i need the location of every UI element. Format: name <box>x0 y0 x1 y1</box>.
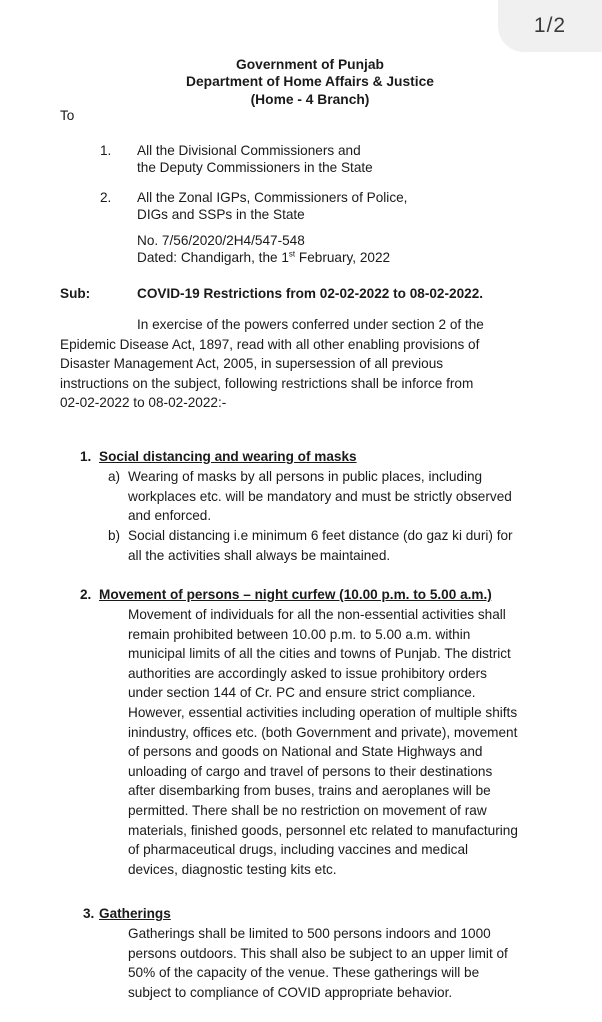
section-1-b-marker: b) <box>108 528 121 543</box>
intro-line: Disaster Management Act, 2005, in supersession of all previous <box>60 356 444 372</box>
recipient-1-line2: the Deputy Commissioners in the State <box>137 160 373 175</box>
text-line: inindustry, offices etc. (both Government and private), movement <box>128 724 518 740</box>
dated-prefix: Dated: Chandigarh, the 1 <box>137 250 289 265</box>
section-1-a-marker: a) <box>108 469 121 484</box>
text-line: and enforced. <box>128 508 212 524</box>
subject-text: COVID-19 Restrictions from 02-02-2022 to 08-02-2022. <box>137 286 484 301</box>
header-department: Department of Home Affairs & Justice <box>186 74 434 89</box>
section-1-b-text <box>128 526 562 565</box>
text-line: persons outdoors. This shall also be subject to an upper limit of <box>128 945 508 961</box>
header-govt: Government of Punjab <box>236 57 384 72</box>
intro-line: instructions on the subject, following restrictions shall be inforce from <box>60 375 474 391</box>
text-line: municipal limits of all the cities and towns of Punjab. The district <box>128 646 511 662</box>
text-line: materials, finished goods, personnel etc related to manufacturing <box>128 822 518 838</box>
text-line: under section 144 of Cr. PC and ensure strict compliance. <box>128 685 476 701</box>
intro-line: In exercise of the powers conferred under section 2 of the <box>137 317 484 332</box>
text-line: Gatherings shall be limited to 500 persons indoors and 1000 <box>128 926 491 941</box>
recipient-1-number: 1. <box>100 143 112 158</box>
text-line: of persons and goods on National and State Highways and <box>128 744 483 760</box>
section-1-title: Social distancing and wearing of masks <box>99 449 357 464</box>
section-2-title: Movement of persons – night curfew (10.00 p.m. to 5.00 a.m.) <box>99 587 492 602</box>
text-line: However, essential activities including operation of multiple shifts <box>128 704 518 720</box>
text-line: 50% of the capacity of the venue. These gatherings will be <box>128 965 480 981</box>
header-branch: (Home - 4 Branch) <box>250 92 370 107</box>
text-line: after disembarking from buses, trains and aeroplanes will be <box>128 783 491 799</box>
text-line: permitted. There shall be no restriction on movement of raw <box>128 802 487 818</box>
section-1-a-text <box>128 467 562 526</box>
text-line: subject to compliance of COVID appropriate behavior. <box>128 984 453 1000</box>
section-1-number: 1. <box>80 449 92 464</box>
text-line: Wearing of masks by all persons in public places, including <box>128 469 483 484</box>
reference-number: No. 7/56/2020/2H4/547-548 <box>137 233 305 248</box>
text-line: remain prohibited between 10.00 p.m. to 5.00 a.m. within <box>128 626 471 642</box>
subject-label: Sub: <box>60 286 91 301</box>
text-line: workplaces etc. will be mandatory and must be strictly observed <box>128 488 512 504</box>
recipient-2-line2: DIGs and SSPs in the State <box>137 207 305 222</box>
text-line: unloading of cargo and travel of persons to their destinations <box>128 763 493 779</box>
section-3-title: Gatherings <box>99 906 171 921</box>
recipient-2-line1: All the Zonal IGPs, Commissioners of Police, <box>137 190 408 205</box>
section-2-number: 2. <box>80 587 92 602</box>
text-line: of pharmaceutical drugs, including vaccines and medical <box>128 842 469 858</box>
to-label: To <box>60 108 75 123</box>
dated-sup: st <box>288 249 296 259</box>
intro-line: 02-02-2022 to 08-02-2022:- <box>60 395 227 411</box>
recipient-2-number: 2. <box>100 190 112 205</box>
page-indicator: 1/2 <box>498 0 602 52</box>
text-line: all the activities shall always be maintained. <box>128 547 391 563</box>
section-3-body <box>128 924 562 1002</box>
text-line: Movement of individuals for all the non-essential activities shall <box>128 607 506 622</box>
dated-line <box>137 248 390 268</box>
section-3-number: 3. <box>83 906 95 921</box>
intro-line: Epidemic Disease Act, 1897, read with all other enabling provisions of <box>60 336 480 352</box>
text-line: devices, diagnostic testing kits etc. <box>128 861 337 877</box>
text-line: authorities are accordingly asked to issue prohibitory orders <box>128 665 487 681</box>
intro-paragraph <box>60 315 562 413</box>
dated-suffix: February, 2022 <box>295 250 391 265</box>
recipient-1-line1: All the Divisional Commissioners and <box>137 143 361 158</box>
section-2-body <box>128 605 562 879</box>
text-line: Social distancing i.e minimum 6 feet distance (do gaz ki duri) for <box>128 528 513 543</box>
